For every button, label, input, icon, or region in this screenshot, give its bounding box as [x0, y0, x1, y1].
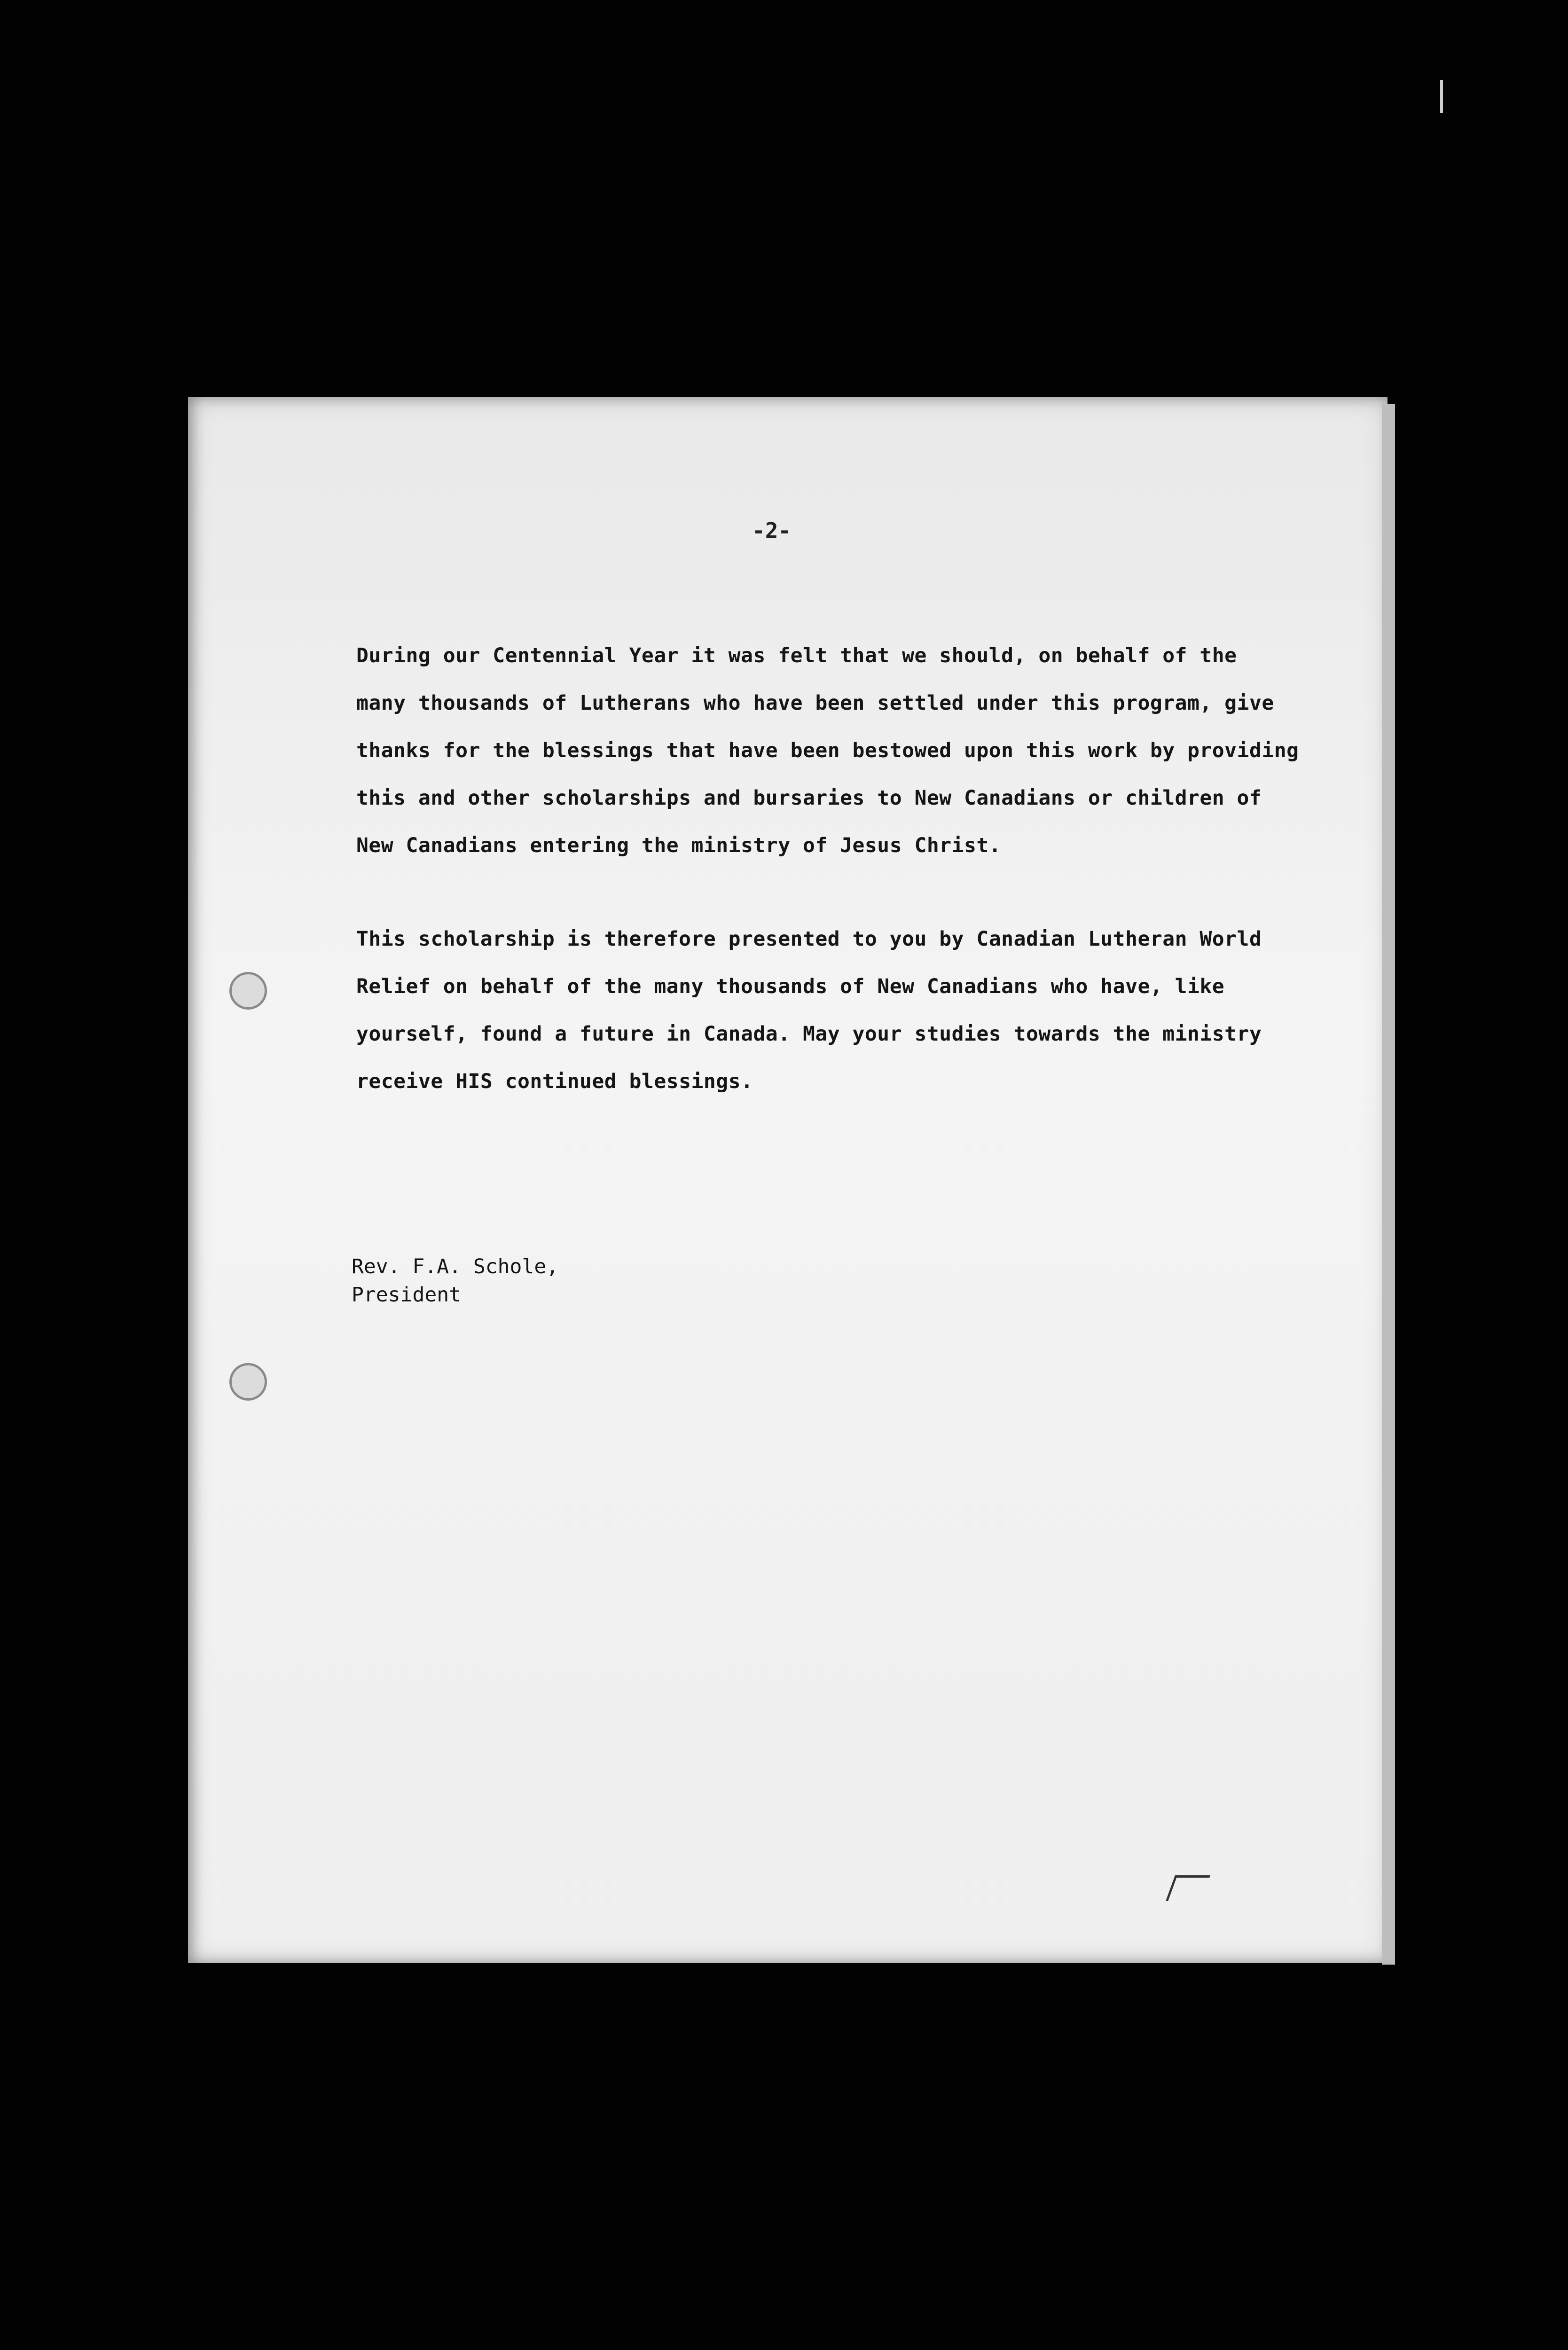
- paragraph-2-line: yourself, found a future in Canada. May your studies towards the ministry: [356, 1022, 1262, 1046]
- signatory-name: Rev. F.A. Schole,: [352, 1255, 559, 1278]
- signatory-title: President: [352, 1283, 461, 1307]
- paragraph-2-line: receive HIS continued blessings.: [356, 1070, 753, 1093]
- page-edge-shadow: [1382, 404, 1395, 1965]
- paragraph-1-line: many thousands of Lutherans who have been settled under this program, give: [356, 691, 1274, 715]
- page-number: -2-: [752, 518, 792, 543]
- paragraph-2-line: Relief on behalf of the many thousands of New Canadians who have, like: [356, 975, 1225, 998]
- paragraph-2-line: This scholarship is therefore presented to you by Canadian Lutheran World: [356, 927, 1262, 951]
- paragraph-2: [356, 916, 1296, 1105]
- punch-hole-upper: [229, 972, 267, 1010]
- paragraph-1-line: New Canadians entering the ministry of Jesus Christ.: [356, 834, 1002, 857]
- paragraph-1-line: thanks for the blessings that have been bestowed upon this work by providing: [356, 739, 1299, 762]
- film-edge-mark: [1440, 80, 1443, 113]
- paragraph-1-line: During our Centennial Year it was felt that we should, on behalf of the: [356, 644, 1237, 667]
- punch-hole-lower: [229, 1363, 267, 1401]
- paragraph-1-line: this and other scholarships and bursaries to New Canadians or children of: [356, 786, 1262, 810]
- paragraph-1: [356, 632, 1299, 870]
- signature-block: [352, 1253, 558, 1309]
